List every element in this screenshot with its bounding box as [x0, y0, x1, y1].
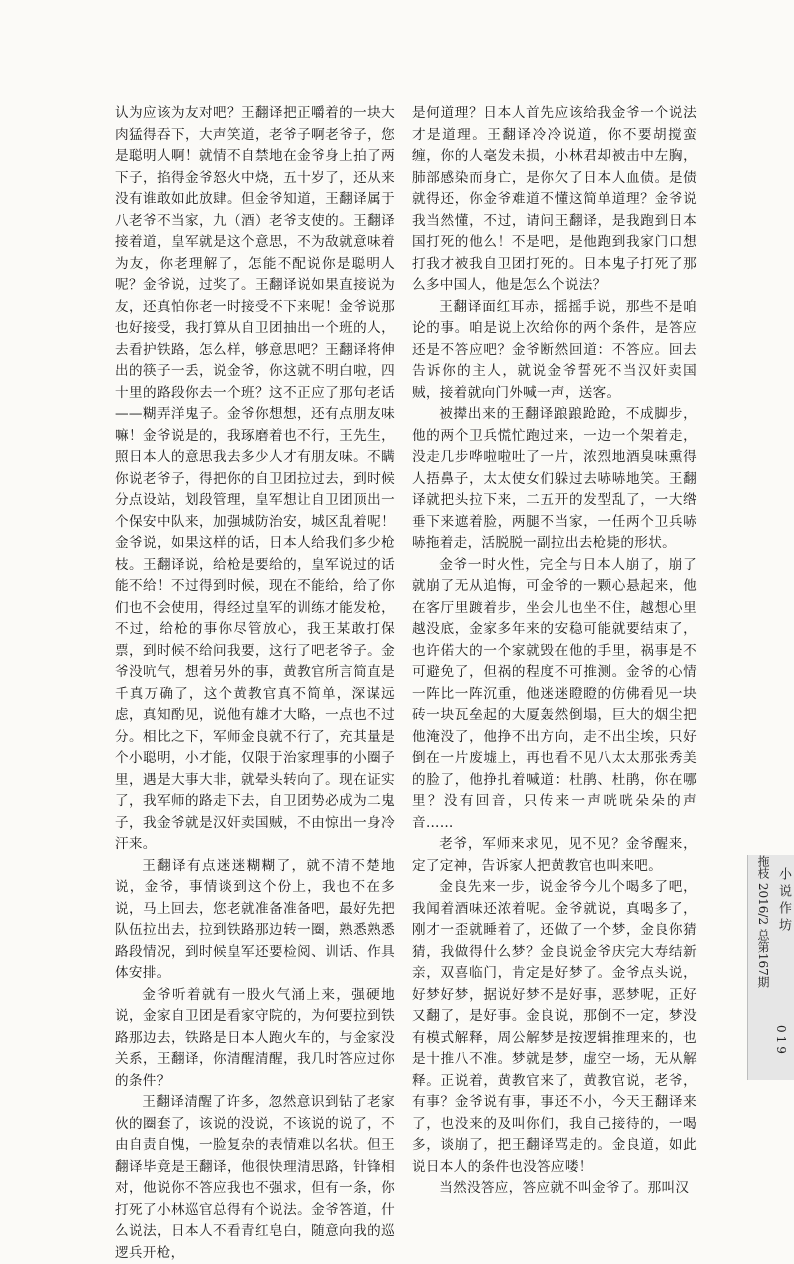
paragraph: 王翻译有点迷迷糊糊了，就不清不楚地说，金爷，事情谈到这个份上，我也不在多说，马上回去，您老就准备准备吧，最好先把队伍拉出去，拉到铁路那边转一圈，熟悉熟悉路段情况，到时候皇军还要检阅、训话、作具体安排。 [115, 857, 395, 981]
paragraph: 老爷，军师来求见，见不见？金爷醒来，定了定神，告诉家人把黄教官也叫来吧。 [412, 836, 697, 874]
column-name: 小说作坊 [776, 867, 791, 935]
paragraph: 王翻译清醒了许多，忽然意识到钻了老家伙的圈套了，该说的没说，不该说的说了，不由自责自愧，一脸复杂的表情难以名状。但王翻译毕竟是王翻译，他很快理清思路，针锋相对，他说你不答应我也不强求，但有一条，你打死了小林巡官总得有个说法。金爷答道，什么说法，日本人不看青红皂白，随意向我的巡逻兵开枪， [115, 1094, 395, 1261]
paragraph: 认为应该为友对吧？王翻译把正嚼着的一块大肉猛得吞下，大声笑道，老爷子啊老爷子，您是聪明人啊！就情不自禁地在金爷身上拍了两下子，掐得金爷怒火中烧，五十岁了，还从来没有谁敢如此放肆。但金爷知道，王翻译属于八老爷不当家，九（酒）老爷支使的。王翻译接着道，皇军就是这个意思，不为敌就意味着为友，你老理解了，怎能不配说你是聪明人呢？金爷说，过奖了。王翻译说如果直接说为友，还真怕你老一时接受不下来呢！金爷说那也好接受，我打算从自卫团抽出一个班的人，去看护铁路，怎么样，够意思吧？王翻译将伸出的筷子一丢，说金爷，你这就不明白啦，四十里的路段你去一个班？这不正应了那句老话——糊弄洋鬼子。金爷你想想，还有点朋友味嘛！金爷说是的，我琢磨着也不行，王先生，照日本人的意思我去多少人才有朋友味。不瞒你说老爷子，得把你的自卫团拉过去，到时候分点设站，划段管理，皇军想让自卫团顶出一个保安中队来，加强城防治安，城区乱着呢！金爷说，如果这样的话，日本人给我们多少枪枝。王翻译说，给枪是要给的，皇军说过的话能不给！不过得到时候，现在不能给，给了你们也不会使用，得经过皇军的训练才能发枪，不过，给枪的事你尽管放心，我王某敢打保票，到时候不给问我要，这行了吧老爷子。金爷没吭气，想着另外的事，黄教官所言简直是千真万确了，这个黄教官真不简单，深谋远虑，真知酌见，说他有雄才大略，一点也不过分。相比之下，军师金良就不行了，充其量是个小聪明，小才能，仅限于治家理事的小圈子里，遇是大事大非，就晕头转向了。现在证实了，我军师的路走下去，自卫团势必成为二鬼子，我金爷就是汉奸卖国贼，不由惊出一身冷汗来。 [115, 105, 395, 852]
article-left-column [115, 103, 395, 1264]
page-sidebar [747, 855, 794, 1080]
paragraph: 金良先来一步，说金爷今儿个喝多了吧，我闻着酒味还浓着呢。金爷就说，真喝多了，刚才一歪就睡着了，还做了一个梦，金良你猜猜，我做得什么梦？金良说金爷庆完大寿结新亲，双喜临门，肯定是好梦了。金爷点头说，好梦好梦，据说好梦不是好事，恶梦呢，正好又翻了，是好事。金良说，那倒不一定，梦没有模式解释，周公解梦是按逻辑推理来的，也是十推八不准。梦就是梦，虚空一场，无从解释。正说着，黄教官来了，黄教官说，老爷，有事？金爷说有事，事还不小，今天王翻译来了，也没来的及叫你们，我自己接待的，一喝多，谈崩了，把王翻译骂走的。金良道，如此说日本人的条件也没答应喽！ [412, 879, 697, 1175]
paragraph: 被撵出来的王翻译踉踉跄跄，不成脚步，他的两个卫兵慌忙跑过来，一边一个架着走，没走几步哗啦啦吐了一片，浓烈地酒臭味熏得人捂鼻子，太太使女们躲过去哧哧地笑。王翻译就把头拉下来，二五开的发型乱了，一大绺垂下来遮着脸，两腿不当家，一任两个卫兵哧哧拖着走，活脱脱一副拉出去枪毙的形状。 [412, 406, 697, 551]
paragraph: 金爷一时火性，完全与日本人崩了，崩了就崩了无从追悔，可金爷的一颗心悬起来，他在客厅里踱着步，坐会儿也坐不住，越想心里越没底，金家多年来的安稳可能就要结束了，也许偌大的一个家就毁在他的手里，祸事是不可避免了，但祸的程度不可推测。金爷的心情一阵比一阵沉重，他迷迷瞪瞪的仿佛看见一块砖一块瓦垒起的大厦轰然倒塌，巨大的烟尘把他淹没了，他挣不出方向，走不出尘埃，只好倒在一片废墟上，再也看不见八太太那张秀美的脸了，他挣扎着喊道：杜鹃、杜鹃，你在哪里？没有回音，只传来一声咣咣朵朵的声音…… [412, 556, 697, 831]
page-number: 019 [774, 1025, 788, 1057]
paragraph: 王翻译面红耳赤，摇摇手说，那些不是咱论的事。咱是说上次给你的两个条件，是答应还是不答应吧？金爷断然回道：不答应。回去告诉你的主人，就说金爷誓死不当汉奸卖国贼，接着就向门外喊一声，送客。 [412, 298, 697, 401]
paragraph: 金爷听着就有一股火气涌上来，强硬地说，金家自卫团是看家守院的，为何要拉到铁路那边去，铁路是日本人跑火车的，与金家没关系，王翻译，你清醒清醒，我几时答应过你的条件？ [115, 986, 395, 1089]
journal-issue-label: 拖枝 2016/2 总第167期 [756, 855, 770, 988]
paragraph: 当然没答应，答应就不叫金爷了。那叫汉 [439, 1180, 690, 1196]
paragraph: 是何道理？日本人首先应该给我金爷一个说法才是道理。王翻译冷冷说道，你不要胡搅蛮缠，你的人毫发未损，小林君却被击中左胸，肺部感染而身亡，是你欠了日本人血债。是债就得还，你金爷难道不懂这简单道理？金爷说我当然懂，不过，请问王翻译，是我跑到日本国打死的他么！不是吧，是他跑到我家门口想打我才被我自卫团打死的。日本鬼子打死了那么多中国人，他是怎么个说法？ [412, 105, 697, 293]
article-right-column [412, 103, 697, 1200]
